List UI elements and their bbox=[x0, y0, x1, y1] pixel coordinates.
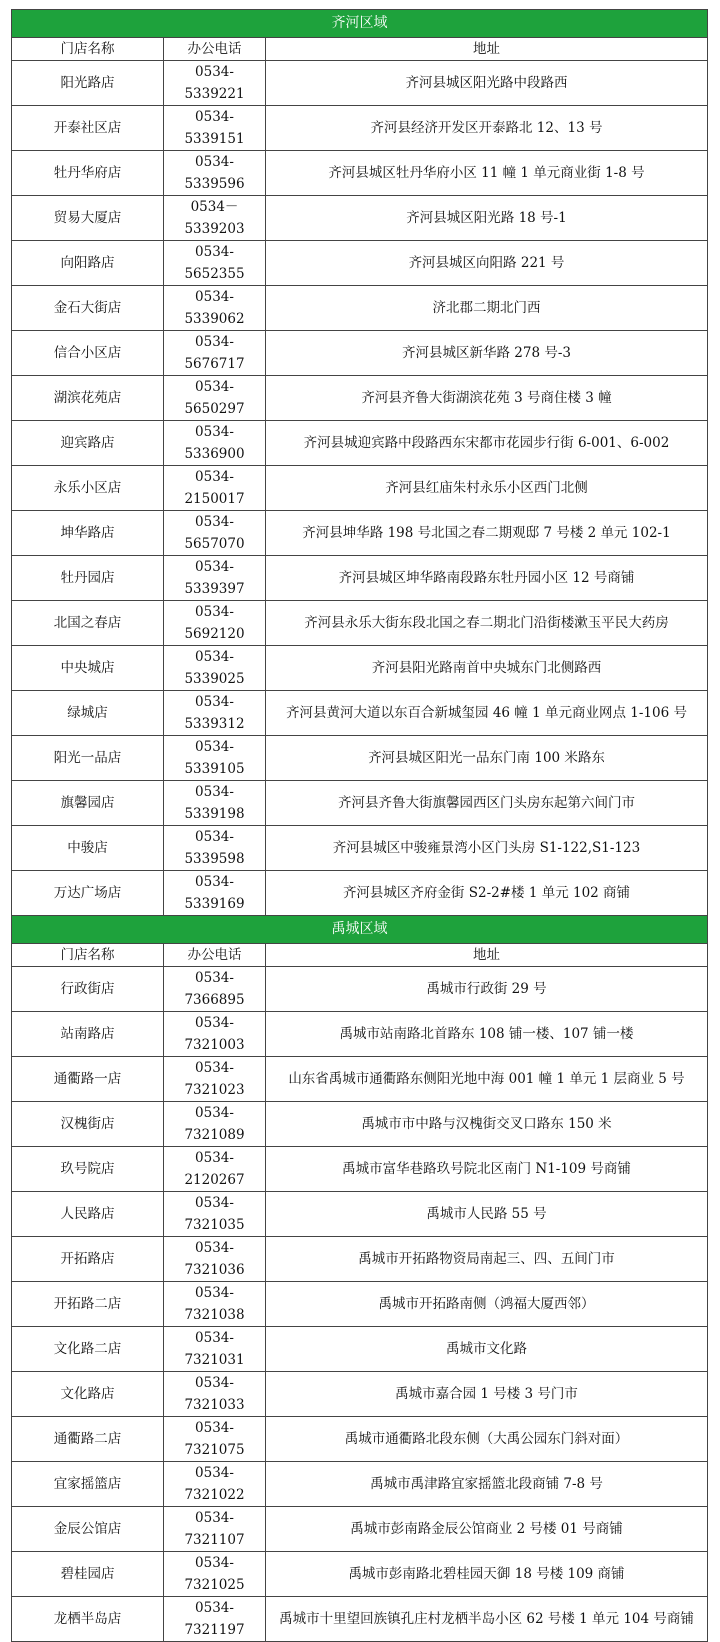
store-name-cell: 阳光一品店 bbox=[12, 736, 164, 781]
address-cell: 齐河县城区齐府金街 S2-2#楼 1 单元 102 商铺 bbox=[266, 871, 708, 916]
address-cell: 齐河县红庙朱村永乐小区西门北侧 bbox=[266, 466, 708, 511]
address-cell: 禹城市文化路 bbox=[266, 1327, 708, 1372]
address-cell: 齐河县城区新华路 278 号-3 bbox=[266, 331, 708, 376]
store-name-cell: 文化路二店 bbox=[12, 1327, 164, 1372]
store-name-cell: 开泰社区店 bbox=[12, 106, 164, 151]
phone-cell: 0534－5339203 bbox=[164, 196, 266, 241]
address-cell: 禹城市禹津路宜家摇篮北段商铺 7-8 号 bbox=[266, 1462, 708, 1507]
store-table-body bbox=[12, 10, 708, 1642]
address-cell: 禹城市十里望回族镇孔庄村龙栖半岛小区 62 号楼 1 单元 104 号商铺 bbox=[266, 1597, 708, 1642]
store-name-cell: 北国之春店 bbox=[12, 601, 164, 646]
table-row bbox=[12, 1012, 708, 1057]
phone-header: 办公电话 bbox=[164, 38, 266, 61]
phone-cell: 0534-5650297 bbox=[164, 376, 266, 421]
table-row bbox=[12, 1147, 708, 1192]
phone-cell: 0534-7321031 bbox=[164, 1327, 266, 1372]
table-row bbox=[12, 1102, 708, 1147]
table-row bbox=[12, 1552, 708, 1597]
store-name-cell: 金石大街店 bbox=[12, 286, 164, 331]
address-cell: 齐河县齐鲁大街湖滨花苑 3 号商住楼 3 幢 bbox=[266, 376, 708, 421]
table-row bbox=[12, 601, 708, 646]
phone-cell: 0534-5339596 bbox=[164, 151, 266, 196]
address-cell: 齐河县城区阳光路中段路西 bbox=[266, 61, 708, 106]
store-name-cell: 人民路店 bbox=[12, 1192, 164, 1237]
table-row bbox=[12, 1282, 708, 1327]
address-cell: 齐河县城区坤华路南段路东牡丹园小区 12 号商铺 bbox=[266, 556, 708, 601]
phone-cell: 0534-2120267 bbox=[164, 1147, 266, 1192]
table-row bbox=[12, 967, 708, 1012]
region-title: 禹城区域 bbox=[12, 916, 708, 944]
store-name-cell: 站南路店 bbox=[12, 1012, 164, 1057]
table-row bbox=[12, 736, 708, 781]
phone-cell: 0534-5339198 bbox=[164, 781, 266, 826]
store-name-cell: 宜家摇篮店 bbox=[12, 1462, 164, 1507]
table-row bbox=[12, 61, 708, 106]
store-name-cell: 阳光路店 bbox=[12, 61, 164, 106]
table-row bbox=[12, 376, 708, 421]
table-row bbox=[12, 151, 708, 196]
table-row bbox=[12, 1417, 708, 1462]
store-directory bbox=[11, 9, 708, 1642]
address-cell: 齐河县城区中骏雍景湾小区门头房 S1-122,S1-123 bbox=[266, 826, 708, 871]
address-cell: 禹城市行政街 29 号 bbox=[266, 967, 708, 1012]
phone-cell: 0534-7321038 bbox=[164, 1282, 266, 1327]
address-cell: 齐河县经济开发区开泰路北 12、13 号 bbox=[266, 106, 708, 151]
address-cell: 齐河县城区阳光路 18 号-1 bbox=[266, 196, 708, 241]
table-row bbox=[12, 466, 708, 511]
store-name-cell: 贸易大厦店 bbox=[12, 196, 164, 241]
phone-cell: 0534-7321075 bbox=[164, 1417, 266, 1462]
phone-cell: 0534-7321033 bbox=[164, 1372, 266, 1417]
phone-cell: 0534-7321025 bbox=[164, 1552, 266, 1597]
table-row bbox=[12, 1462, 708, 1507]
phone-cell: 0534-5652355 bbox=[164, 241, 266, 286]
table-row bbox=[12, 1327, 708, 1372]
table-row bbox=[12, 781, 708, 826]
store-name-cell: 龙栖半岛店 bbox=[12, 1597, 164, 1642]
store-name-cell: 文化路店 bbox=[12, 1372, 164, 1417]
table-row bbox=[12, 1597, 708, 1642]
store-name-cell: 永乐小区店 bbox=[12, 466, 164, 511]
phone-cell: 0534-5339169 bbox=[164, 871, 266, 916]
phone-cell: 0534-7321107 bbox=[164, 1507, 266, 1552]
table-row bbox=[12, 421, 708, 466]
address-cell: 禹城市人民路 55 号 bbox=[266, 1192, 708, 1237]
store-name-cell: 玖号院店 bbox=[12, 1147, 164, 1192]
table-row bbox=[12, 1507, 708, 1552]
table-row bbox=[12, 826, 708, 871]
store-name-cell: 湖滨花苑店 bbox=[12, 376, 164, 421]
phone-cell: 0534-7321003 bbox=[164, 1012, 266, 1057]
phone-cell: 0534-7321023 bbox=[164, 1057, 266, 1102]
store-name-cell: 迎宾路店 bbox=[12, 421, 164, 466]
store-name-cell: 金辰公馆店 bbox=[12, 1507, 164, 1552]
address-cell: 禹城市站南路北首路东 108 铺一楼、107 铺一楼 bbox=[266, 1012, 708, 1057]
store-name-cell: 中央城店 bbox=[12, 646, 164, 691]
phone-cell: 0534-5339397 bbox=[164, 556, 266, 601]
address-cell: 禹城市通衢路北段东侧（大禹公园东门斜对面） bbox=[266, 1417, 708, 1462]
store-name-cell: 牡丹华府店 bbox=[12, 151, 164, 196]
table-row bbox=[12, 871, 708, 916]
column-header-row bbox=[12, 944, 708, 967]
phone-cell: 0534-5339598 bbox=[164, 826, 266, 871]
phone-cell: 0534-5339062 bbox=[164, 286, 266, 331]
phone-cell: 0534-5339151 bbox=[164, 106, 266, 151]
store-name-cell: 通衢路一店 bbox=[12, 1057, 164, 1102]
store-name-header: 门店名称 bbox=[12, 38, 164, 61]
phone-cell: 0534-5339312 bbox=[164, 691, 266, 736]
region-title: 齐河区域 bbox=[12, 10, 708, 38]
address-header: 地址 bbox=[266, 38, 708, 61]
store-name-cell: 万达广场店 bbox=[12, 871, 164, 916]
phone-cell: 0534-7321036 bbox=[164, 1237, 266, 1282]
address-cell: 禹城市市中路与汉槐街交叉口路东 150 米 bbox=[266, 1102, 708, 1147]
region-header-row bbox=[12, 916, 708, 944]
phone-cell: 0534-7321022 bbox=[164, 1462, 266, 1507]
store-name-cell: 碧桂园店 bbox=[12, 1552, 164, 1597]
phone-cell: 0534-5339221 bbox=[164, 61, 266, 106]
region-header-row bbox=[12, 10, 708, 38]
phone-cell: 0534-7321035 bbox=[164, 1192, 266, 1237]
phone-cell: 0534-5657070 bbox=[164, 511, 266, 556]
column-header-row bbox=[12, 38, 708, 61]
address-cell: 禹城市开拓路物资局南起三、四、五间门市 bbox=[266, 1237, 708, 1282]
store-name-cell: 向阳路店 bbox=[12, 241, 164, 286]
store-name-cell: 汉槐街店 bbox=[12, 1102, 164, 1147]
address-cell: 禹城市嘉合园 1 号楼 3 号门市 bbox=[266, 1372, 708, 1417]
address-cell: 齐河县城区阳光一品东门南 100 米路东 bbox=[266, 736, 708, 781]
phone-cell: 0534-5336900 bbox=[164, 421, 266, 466]
phone-cell: 0534-7366895 bbox=[164, 967, 266, 1012]
store-name-cell: 牡丹园店 bbox=[12, 556, 164, 601]
address-cell: 禹城市彭南路金辰公馆商业 2 号楼 01 号商铺 bbox=[266, 1507, 708, 1552]
store-name-cell: 中骏店 bbox=[12, 826, 164, 871]
phone-cell: 0534-5692120 bbox=[164, 601, 266, 646]
store-name-cell: 开拓路二店 bbox=[12, 1282, 164, 1327]
store-name-cell: 绿城店 bbox=[12, 691, 164, 736]
phone-cell: 0534-2150017 bbox=[164, 466, 266, 511]
store-table bbox=[11, 9, 708, 1642]
address-cell: 齐河县城区牡丹华府小区 11 幢 1 单元商业街 1-8 号 bbox=[266, 151, 708, 196]
table-row bbox=[12, 331, 708, 376]
address-cell: 禹城市彭南路北碧桂园天御 18 号楼 109 商铺 bbox=[266, 1552, 708, 1597]
table-row bbox=[12, 286, 708, 331]
table-row bbox=[12, 646, 708, 691]
store-name-cell: 旗馨园店 bbox=[12, 781, 164, 826]
address-cell: 齐河县黄河大道以东百合新城玺园 46 幢 1 单元商业网点 1-106 号 bbox=[266, 691, 708, 736]
phone-cell: 0534-5676717 bbox=[164, 331, 266, 376]
address-cell: 齐河县永乐大街东段北国之春二期北门沿街楼漱玉平民大药房 bbox=[266, 601, 708, 646]
phone-cell: 0534-5339025 bbox=[164, 646, 266, 691]
phone-header: 办公电话 bbox=[164, 944, 266, 967]
store-name-cell: 坤华路店 bbox=[12, 511, 164, 556]
address-cell: 齐河县城区向阳路 221 号 bbox=[266, 241, 708, 286]
table-row bbox=[12, 511, 708, 556]
table-row bbox=[12, 1057, 708, 1102]
address-cell: 齐河县城迎宾路中段路西东宋都市花园步行街 6-001、6-002 bbox=[266, 421, 708, 466]
phone-cell: 0534-7321197 bbox=[164, 1597, 266, 1642]
table-row bbox=[12, 691, 708, 736]
address-cell: 山东省禹城市通衢路东侧阳光地中海 001 幢 1 单元 1 层商业 5 号 bbox=[266, 1057, 708, 1102]
phone-cell: 0534-5339105 bbox=[164, 736, 266, 781]
store-name-cell: 通衢路二店 bbox=[12, 1417, 164, 1462]
table-row bbox=[12, 196, 708, 241]
table-row bbox=[12, 1372, 708, 1417]
address-header: 地址 bbox=[266, 944, 708, 967]
table-row bbox=[12, 556, 708, 601]
address-cell: 齐河县坤华路 198 号北国之春二期观邸 7 号楼 2 单元 102-1 bbox=[266, 511, 708, 556]
address-cell: 齐河县齐鲁大街旗馨园西区门头房东起第六间门市 bbox=[266, 781, 708, 826]
address-cell: 禹城市富华巷路玖号院北区南门 N1-109 号商铺 bbox=[266, 1147, 708, 1192]
address-cell: 禹城市开拓路南侧（鸿福大厦西邻） bbox=[266, 1282, 708, 1327]
phone-cell: 0534-7321089 bbox=[164, 1102, 266, 1147]
table-row bbox=[12, 1237, 708, 1282]
address-cell: 济北郡二期北门西 bbox=[266, 286, 708, 331]
store-name-cell: 信合小区店 bbox=[12, 331, 164, 376]
store-name-cell: 行政街店 bbox=[12, 967, 164, 1012]
store-name-cell: 开拓路店 bbox=[12, 1237, 164, 1282]
store-name-header: 门店名称 bbox=[12, 944, 164, 967]
address-cell: 齐河县阳光路南首中央城东门北侧路西 bbox=[266, 646, 708, 691]
table-row bbox=[12, 106, 708, 151]
table-row bbox=[12, 241, 708, 286]
table-row bbox=[12, 1192, 708, 1237]
